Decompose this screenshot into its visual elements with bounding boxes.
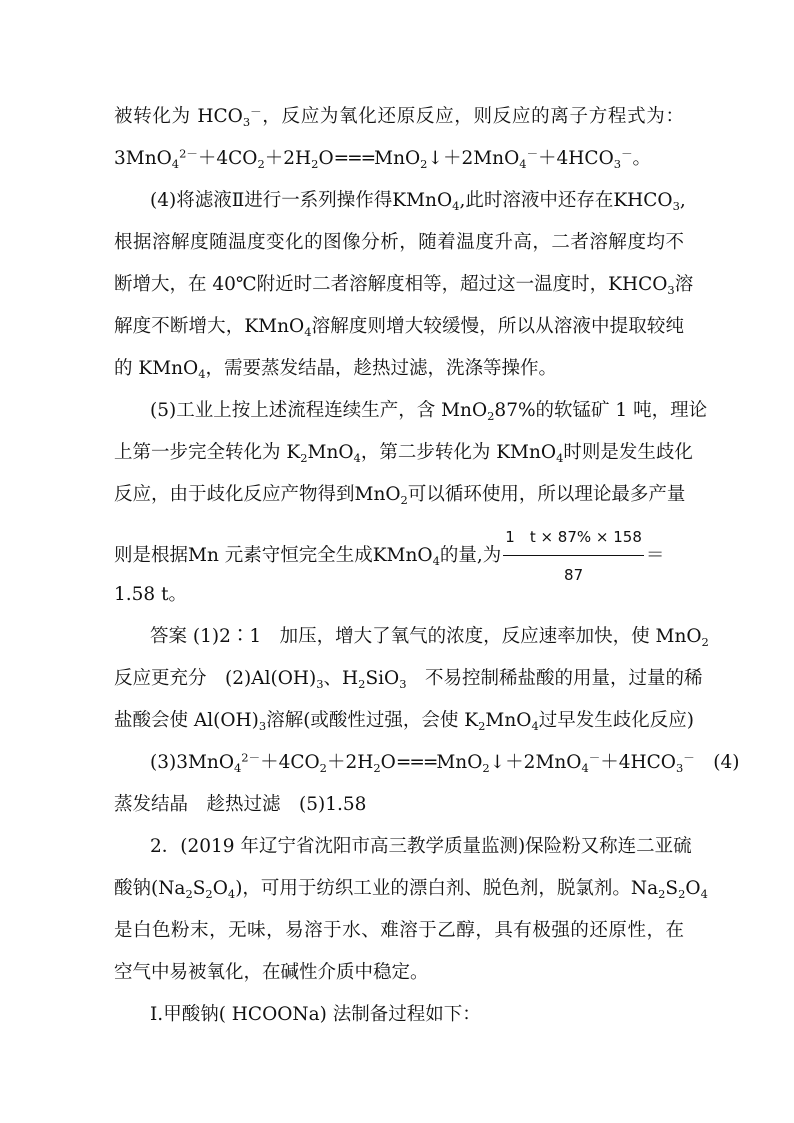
fraction-denominator: 87 [564,566,584,584]
text-line: 断增大，在 40℃附近时二者溶解度相等，超过这一温度时，$KHCO_3$溶 [114,274,694,297]
text-line: (4)将滤液Ⅱ进行一系列操作得KMnO$_4$,此时溶液中还存在$KHCO_3$, [150,190,686,213]
question-line: 空气中易被氧化，在碱性介质中稳定。 [114,962,429,983]
question-line: 2．(2019 年辽宁省沈阳市高三教学质量监测)保险粉又称连二亚硫 [150,836,692,857]
fraction [503,522,644,590]
ionic-equation: $3MnO_4^{2-}+4CO_2+2H_2O===MnO_2↓+2MnO_4^-+4HCO_3^-$。 [114,146,652,171]
text-line: 的 KMnO$_4$，需要蒸发结晶，趁热过滤，洗涤等操作。 [114,358,558,381]
fraction-numerator: 1 t × 87% × 158 [503,522,644,556]
answer-line: 盐酸会使 $Al(OH)_3$溶解(或酸性过强，会使 $K_2MnO_4$过早发生歧化反应) [114,710,694,733]
answer-line: 反应更充分 $(2)Al(OH)_3$、$H_2SiO_3$ 不易控制稀盐酸的用量，过量的稀 [114,668,703,691]
section-heading: Ⅰ.甲酸钠( HCOONa) 法制备过程如下： [150,1004,481,1025]
text-line: 反应，由于歧化反应产物得到MnO$_2$可以循环使用，所以理论最多产量 [114,484,686,507]
question-line: 是白色粉末，无味，易溶于水、难溶于乙醇，具有极强的还原性，在 [114,920,684,941]
text-line: 根据溶解度随温度变化的图像分析，随着温度升高，二者溶解度均不 [114,232,684,253]
text-line: (5)工业上按上述流程连续生产，含 MnO$_2$87%的软锰矿 1 吨，理论 [150,400,708,423]
text-line-with-fraction: 则是根据Mn 元素守恒完全生成KMnO$_4$的量,为 $\frac{1 t \times 87\% \times 158}{87}$ ＝ [114,522,684,590]
text-line: 被转化为 $HCO_3^-$，反应为氧化还原反应，则反应的离子方程式为： [114,104,684,129]
text-line: 上第一步完全转化为 $K_2MnO_4$，第二步转化为 KMnO$_4$时则是发生歧化 [114,442,693,465]
answer-line: 蒸发结晶 趁热过滤 (5)1.58 [114,794,367,815]
answer-line: 答案 (1)2∶1 加压，增大了氧气的浓度，反应速率加快，使 MnO$_2$ [150,626,709,649]
text-line: 解度不断增大，KMnO$_4$溶解度则增大较缓慢，所以从溶液中提取较纯 [114,316,684,339]
answer-equation: $(3)3MnO_4^{2-}+4CO_2+2H_2O===MnO_2↓+2MnO_4^-+4HCO_3^-$ (4) [150,750,740,775]
text-line: 1.58 t。 [114,584,188,605]
question-line: 酸钠$(Na_2S_2O_4)$，可用于纺织工业的漂白剂、脱色剂，脱氯剂。$Na_2S_2O_4$ [114,878,708,901]
